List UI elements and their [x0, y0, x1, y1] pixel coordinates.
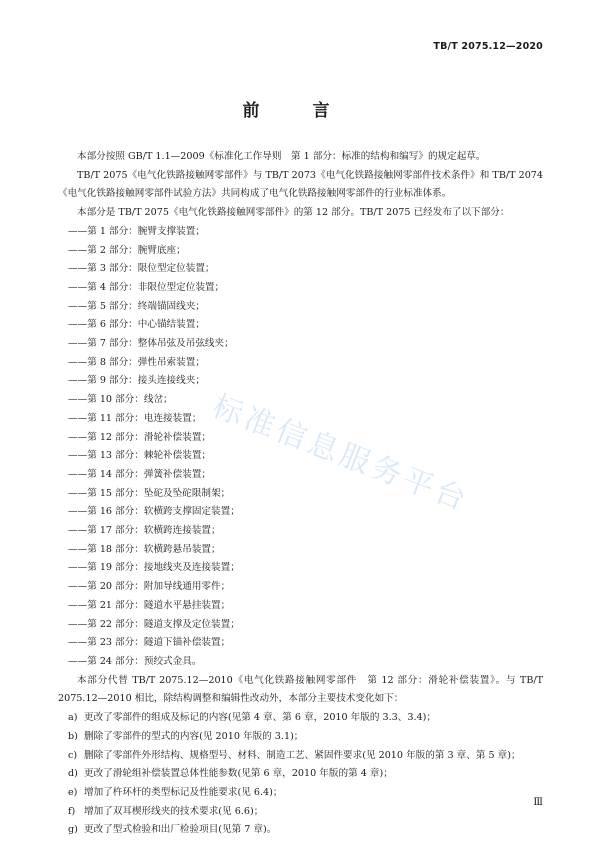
change-text: 删除了零部件的型式的内容(见 2010 年版的 3.1)； — [84, 730, 304, 742]
list-item: ——第 14 部分：弹簧补偿装置； — [68, 468, 212, 480]
change-text: 更改了零部件的组成及标记的内容(见第 4 章、第 6 章，2010 年版的 3.3、3.4)； — [84, 712, 436, 724]
list-item: ——第 19 部分：接地线夹及连接装置； — [68, 562, 240, 574]
replacement-paragraph: 本部分代替 TB/T 2075.12—2010《电气化铁路接触网零部件 第 12 部分：滑轮补偿装置》。与 TB/T 2075.12—2010 相比，除结构调整和编辑性改动外，本部分主要技术变化如下： — [58, 674, 543, 705]
change-label: f) — [68, 805, 76, 817]
list-item: ——第 17 部分：软横跨连接装置； — [68, 525, 221, 537]
change-item — [58, 803, 543, 822]
list-item: ——第 3 部分：限位型定位装置； — [68, 263, 215, 275]
list-item: ——第 18 部分：软横跨悬吊装置； — [68, 543, 221, 555]
parts-list — [58, 223, 543, 672]
list-item: ——第 21 部分：隧道水平悬挂装置； — [68, 599, 231, 611]
change-label: a) — [68, 712, 78, 724]
list-item: ——第 5 部分：终端锚固线夹； — [68, 300, 205, 312]
list-item: ——第 2 部分：腕臂底座； — [68, 244, 186, 256]
intro-paragraph: 本部分是 TB/T 2075《电气化铁路接触网零部件》的第 12 部分。TB/T 2075 已经发布了以下部分： — [77, 207, 510, 219]
change-label: g) — [68, 824, 78, 836]
list-item: ——第 6 部分：中心锚结装置； — [68, 319, 205, 331]
change-text: 更改了型式检验和出厂检验项目(见第 7 章)。 — [84, 824, 277, 836]
change-text: 增加了杵环杆的类型标记及性能要求(见 6.4)； — [84, 786, 283, 798]
changes-list — [58, 709, 543, 840]
list-item: ——第 22 部分：隧道支撑及定位装置； — [68, 618, 240, 630]
change-label: e) — [68, 786, 78, 798]
list-item: ——第 24 部分：预绞式金具。 — [68, 655, 202, 667]
change-item — [58, 709, 543, 728]
change-text: 增加了双耳楔形线夹的技术要求(见 6.6)； — [84, 805, 264, 817]
list-item: ——第 15 部分：坠砣及坠砣限制架； — [68, 487, 231, 499]
change-item — [58, 728, 543, 747]
list-item: ——第 20 部分：附加导线通用零件； — [68, 581, 231, 593]
change-item — [58, 747, 543, 766]
standard-code: TB/T 2075.12—2020 — [433, 41, 543, 52]
list-item: ——第 9 部分：接头连接线夹； — [68, 375, 205, 387]
document-body — [58, 148, 543, 840]
list-item: ——第 23 部分：隧道下锚补偿装置； — [68, 637, 231, 649]
change-item — [58, 765, 543, 784]
list-item: ——第 4 部分：非限位型定位装置； — [68, 281, 225, 293]
list-item: ——第 12 部分：滑轮补偿装置； — [68, 431, 212, 443]
list-item: ——第 16 部分：软横跨支撑固定装置； — [68, 506, 240, 518]
list-item: ——第 13 部分：棘轮补偿装置； — [68, 450, 212, 462]
change-item — [58, 784, 543, 803]
change-text: 删除了零部件外形结构、规格型号、材料、制造工艺、紧固件要求(见 2010 年版的第 3 章、第 5 章)； — [84, 749, 521, 761]
change-text: 更改了滑轮组补偿装置总体性能参数(见第 6 章，2010 年版的第 4 章)； — [84, 768, 393, 780]
watermark: 标准信息服务平台 — [207, 388, 474, 520]
change-item — [58, 821, 543, 840]
list-item: ——第 8 部分：弹性吊索装置； — [68, 356, 205, 368]
list-item: ——第 1 部分：腕臂支撑装置； — [68, 225, 205, 237]
intro-paragraph: 本部分按照 GB/T 1.1—2009《标准化工作导则 第 1 部分：标准的结构和编写》的规定起草。 — [77, 151, 486, 162]
change-label: b) — [68, 730, 78, 742]
page-number: Ⅲ — [533, 797, 543, 808]
change-label: d) — [68, 768, 78, 780]
list-item: ——第 10 部分：线岔； — [68, 394, 173, 406]
change-label: c) — [68, 749, 78, 761]
intro-paragraph: TB/T 2075《电气化铁路接触网零部件》与 TB/T 2073《电气化铁路接触网零部件技术条件》和 TB/T 2074《电气化铁路接触网零部件试验方法》共同构成了电气化铁路接触网零部件的行业标准体系。 — [58, 169, 543, 200]
list-item: ——第 11 部分：电连接装置； — [68, 412, 202, 424]
page-title: 前 言 — [242, 101, 348, 121]
list-item: ——第 7 部分：整体吊弦及吊弦线夹； — [68, 338, 234, 350]
